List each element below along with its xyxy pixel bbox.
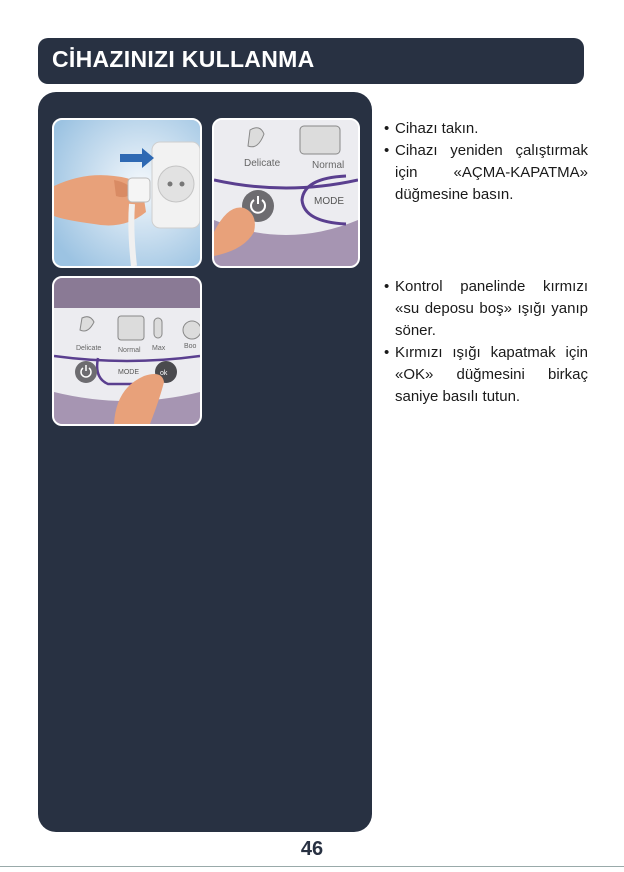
ok-button-illustration: [52, 276, 202, 426]
delicate-label-2: Delicate: [76, 345, 102, 352]
normal-label: Normal: [312, 160, 345, 171]
bottom-divider: [0, 866, 624, 867]
instruction-item: • Kırmızı ışığı kapatmak için «OK» düğmesini birkaç saniye basılı tutun.: [380, 342, 588, 408]
page-number: 46: [300, 838, 324, 860]
power-button-illustration: [212, 118, 360, 268]
instruction-item: • Cihazı takın.: [380, 118, 588, 140]
plug-in-illustration: [52, 118, 202, 268]
section-title: CİHAZINIZI KULLANMA: [52, 46, 315, 72]
instructions-group-2: [380, 276, 588, 408]
section-header: [38, 38, 584, 84]
boost-label: Boo: [184, 343, 197, 350]
mode-label: MODE: [314, 196, 344, 207]
instruction-item: • Cihazı yeniden çalıştırmak için «AÇMA-KAPATMA» düğmesine basın.: [380, 140, 588, 206]
ok-label: ok: [160, 370, 168, 377]
instructions-group-1: [380, 118, 588, 206]
max-label: Max: [152, 345, 166, 352]
instruction-item: • Kontrol panelinde kırmızı «su deposu boş» ışığı yanıp söner.: [380, 276, 588, 342]
mode-label-2: MODE: [118, 369, 139, 376]
delicate-label: Delicate: [244, 158, 281, 169]
normal-label-2: Normal: [118, 347, 141, 354]
